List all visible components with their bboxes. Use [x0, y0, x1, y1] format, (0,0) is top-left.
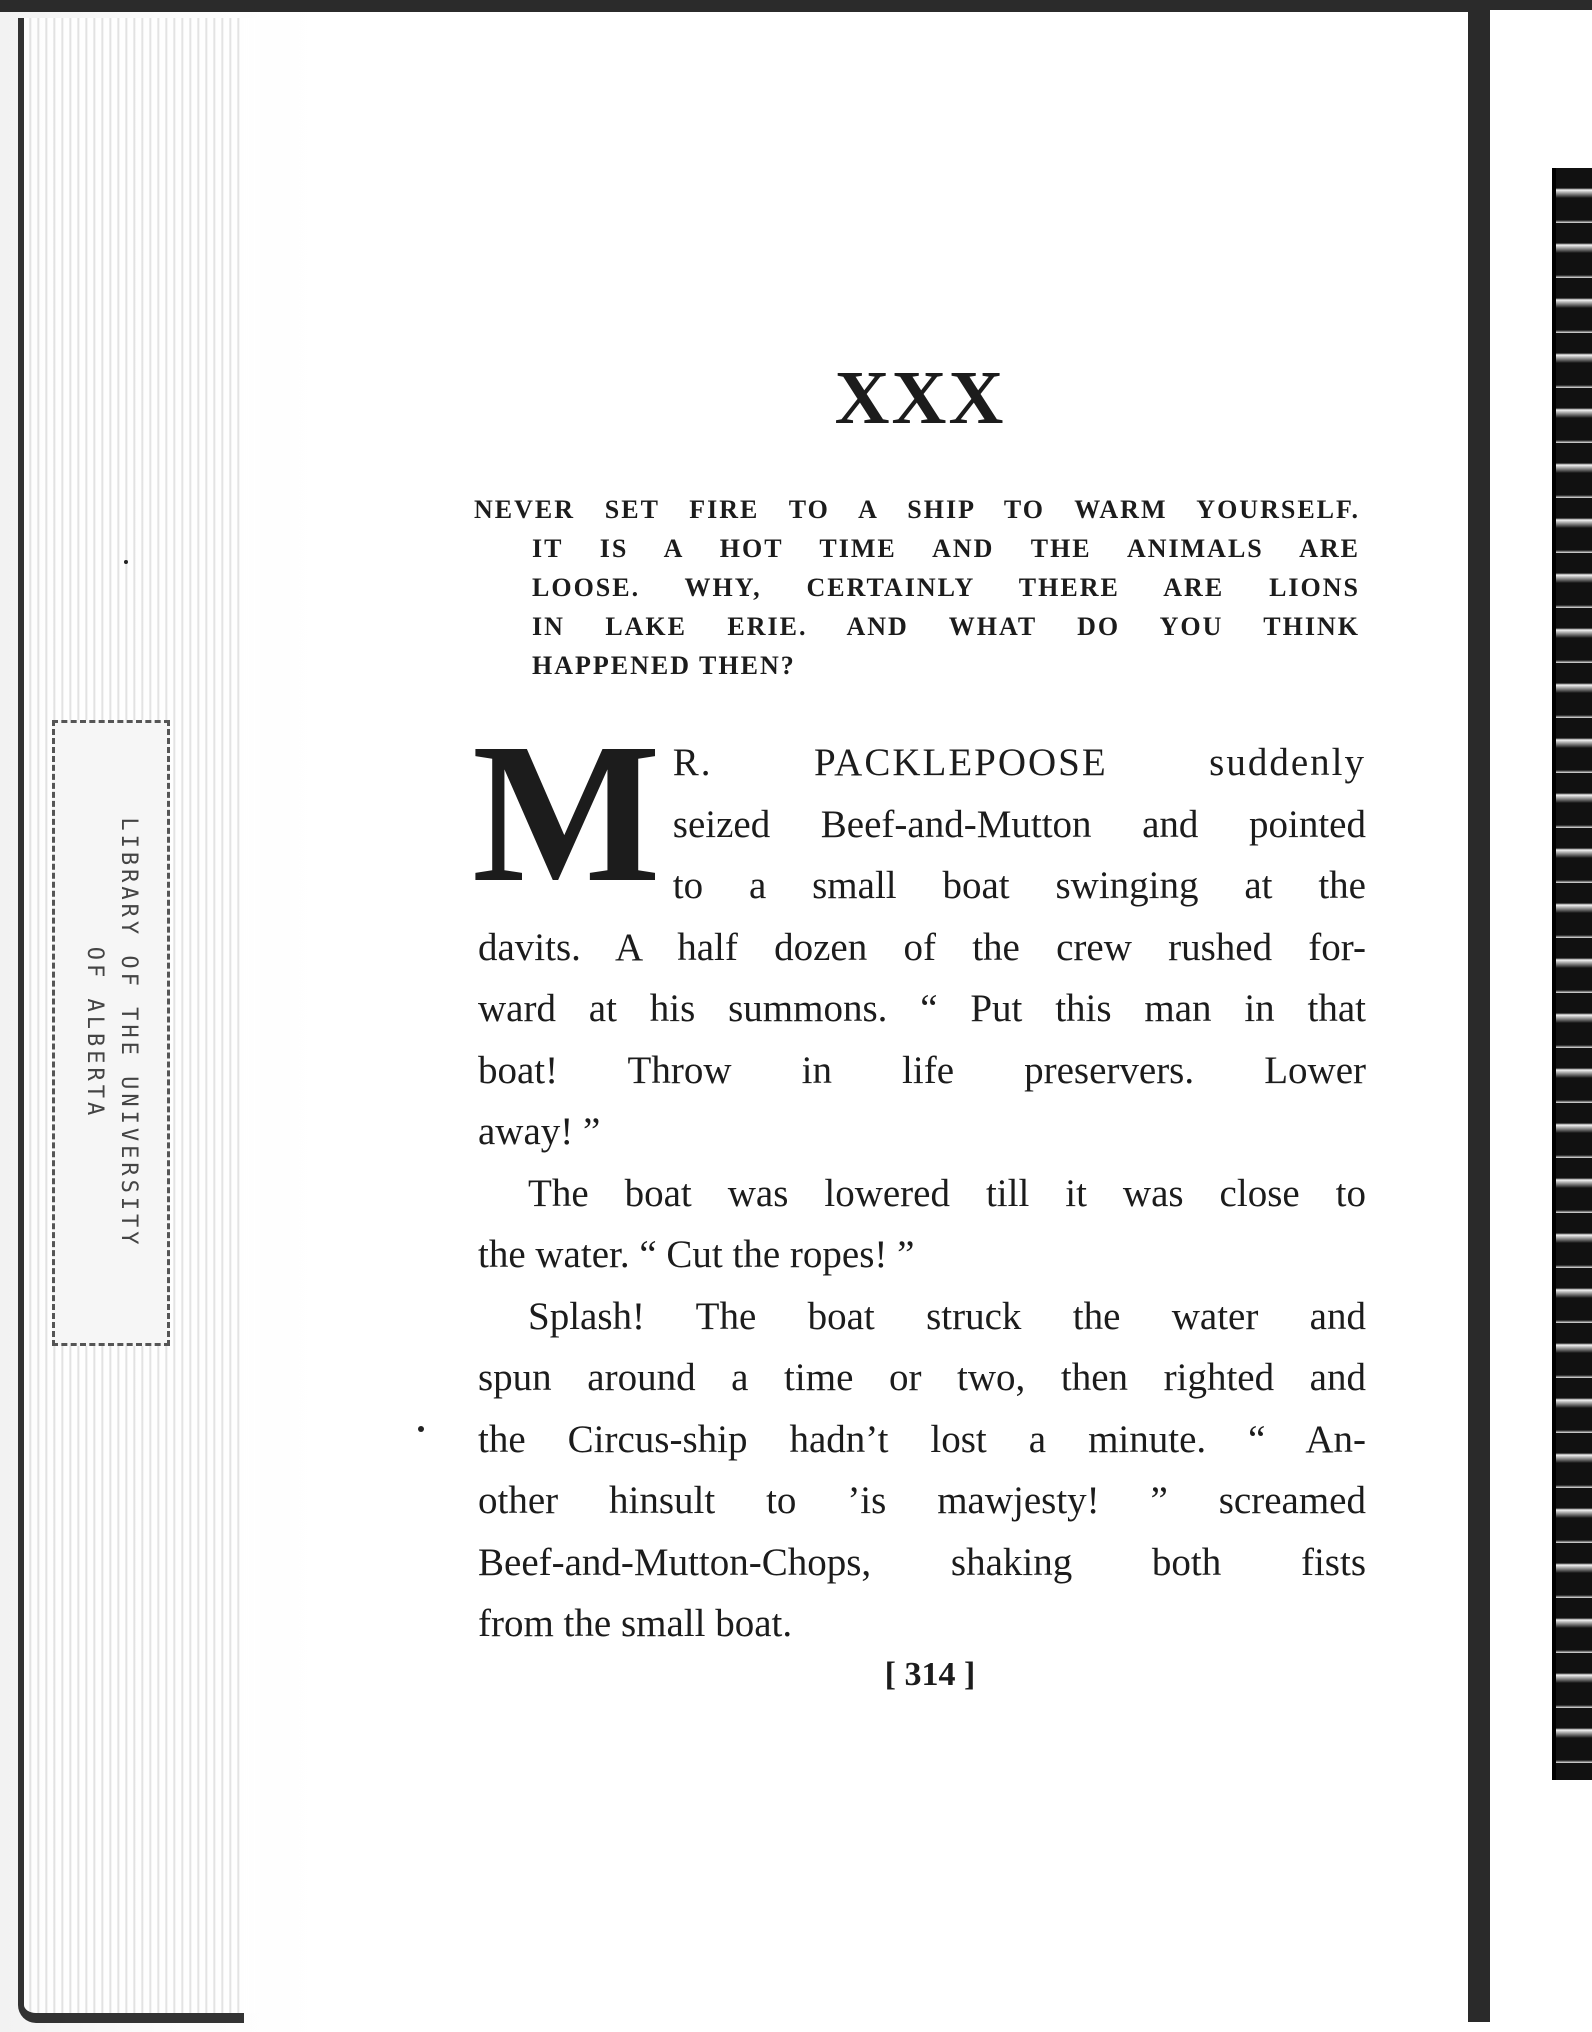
library-stamp	[52, 720, 170, 1346]
body-line: seized Beef-and-Mutton and pointed	[672, 802, 1366, 846]
stamp-line-1: LIBRARY OF THE UNIVERSITY	[116, 817, 141, 1249]
body-line: The boat was lowered till it was close to	[528, 1171, 1366, 1215]
body-line: other hinsult to ’is mawjesty! ” screamed	[478, 1479, 1366, 1522]
body-line: to a small boat swinging at the	[672, 864, 1366, 907]
facing-plate-illustration	[1552, 168, 1592, 1780]
summary-line: IN LAKE ERIE. AND WHAT DO YOU THINK	[532, 612, 1360, 641]
ink-speck	[418, 1426, 424, 1432]
summary-line: LOOSE. WHY, CERTAINLY THERE ARE LIONS	[532, 573, 1360, 602]
summary-line: HAPPENED THEN?	[532, 651, 796, 680]
summary-line: IT IS A HOT TIME AND THE ANIMALS ARE	[532, 534, 1360, 563]
chapter-number: XXX	[834, 356, 1006, 440]
scan-top-edge	[0, 0, 1592, 12]
body-line: spun around a time or two, then righted and	[478, 1356, 1366, 1399]
drop-cap: M	[472, 703, 661, 924]
body-line: the Circus-ship hadn’t lost a minute. “ An-	[478, 1417, 1366, 1461]
body-line: boat! Throw in life preservers. Lower	[478, 1048, 1366, 1092]
body-line: R. PACKLEPOOSE suddenly	[672, 741, 1366, 784]
body-text	[472, 703, 1366, 1655]
ink-speck	[124, 560, 128, 564]
library-stamp-text	[55, 723, 167, 1343]
body-line: away! ”	[478, 1110, 601, 1153]
body-line: Beef-and-Mutton-Chops, shaking both fists	[478, 1540, 1366, 1584]
book-gutter	[1468, 10, 1490, 2022]
body-line: ward at his summons. “ Put this man in that	[478, 987, 1366, 1030]
stamp-line-2: OF ALBERTA	[82, 946, 107, 1120]
body-line: from the small boat.	[478, 1602, 793, 1645]
body-line: the water. “ Cut the ropes! ”	[478, 1233, 915, 1276]
page-number: [ 314 ]	[884, 1656, 976, 1693]
body-line: Splash! The boat struck the water and	[528, 1294, 1366, 1338]
summary-line: NEVER SET FIRE TO A SHIP TO WARM YOURSELF.	[474, 495, 1360, 524]
body-line: davits. A half dozen of the crew rushed for-	[478, 925, 1366, 969]
chapter-summary	[474, 490, 1360, 685]
